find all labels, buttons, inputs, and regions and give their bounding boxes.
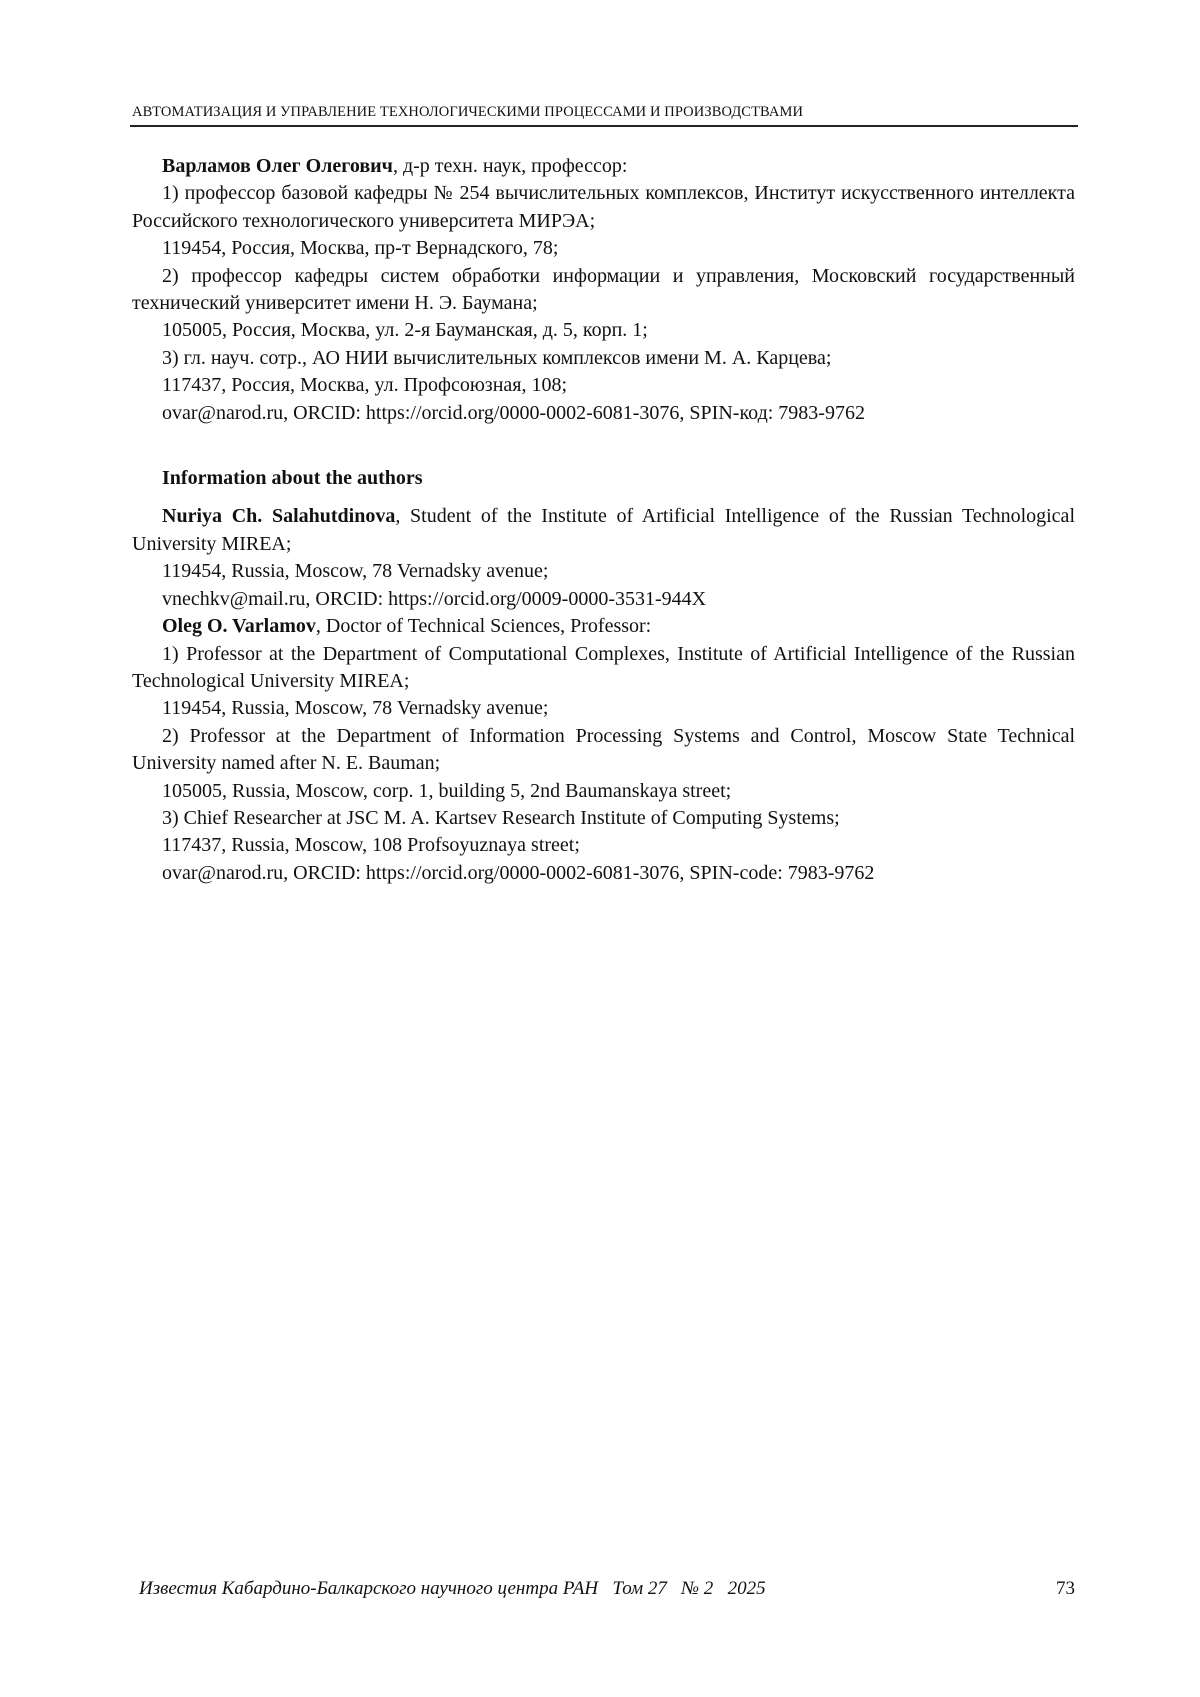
ru-contact-line: ovar@narod.ru, ORCID: https://orcid.org/0000-0002-6081-3076, SPIN-код: 7983-9762 [162, 401, 865, 424]
ru-author-block [132, 153, 1075, 887]
en-author2-heading [132, 613, 1075, 640]
journal-footer [139, 1578, 766, 1600]
en-affiliation-2: 2) Professor at the Department of Information Processing Systems and Control, Moscow State Technical University named after N. E. Bauman; [132, 724, 1075, 775]
page-number: 73 [1056, 1578, 1075, 1599]
en-affiliation-3: 3) Chief Researcher at JSC M. A. Kartsev Research Institute of Computing Systems; [162, 806, 840, 829]
footer-volume: Том 27 [612, 1578, 667, 1599]
en-author1-contact: vnechkv@mail.ru, ORCID: https://orcid.org/0009-0000-3531-944X [162, 587, 707, 610]
en-author1-name: Nuriya Ch. Salahutdinova [162, 505, 396, 528]
en-address-3: 117437, Russia, Moscow, 108 Profsoyuznaya street; [162, 834, 580, 857]
footer-year: 2025 [727, 1578, 766, 1599]
footer-journal-name: Известия Кабардино-Балкарского научного центра РАН [139, 1578, 599, 1599]
en-author2-title: , Doctor of Technical Sciences, Professor: [315, 615, 652, 638]
ru-author-title: , д-р техн. наук, профессор: [392, 155, 628, 177]
en-affiliation-1: 1) Professor at the Department of Computational Complexes, Institute of Artificial Intelligence of the Russian Technological University MIREA; [132, 642, 1075, 692]
en-author1-address: 119454, Russia, Moscow, 78 Vernadsky avenue; [162, 560, 549, 583]
footer-issue: № 2 [681, 1578, 714, 1599]
section-gap [132, 427, 1075, 465]
en-author2-name: Oleg O. Varlamov [162, 615, 316, 638]
en-contact-line: ovar@narod.ru, ORCID: https://orcid.org/0000-0002-6081-3076, SPIN-code: 7983-9762 [162, 861, 875, 884]
ru-affiliation-1: 1) профессор базовой кафедры № 254 вычислительных комплексов, Институт искусственного интеллекта Российского технологического университета МИРЭА; [132, 182, 1075, 232]
ru-author-heading [132, 153, 1075, 180]
ru-address-3: 117437, Россия, Москва, ул. Профсоюзная, 108; [162, 374, 568, 397]
section-title-authors-info: Information about the authors [162, 467, 423, 490]
en-address-2: 105005, Russia, Moscow, corp. 1, building 5, 2nd Baumanskaya street; [162, 779, 732, 802]
header-divider [130, 125, 1078, 127]
running-head-title: АВТОМАТИЗАЦИЯ И УПРАВЛЕНИЕ ТЕХНОЛОГИЧЕСКИМИ ПРОЦЕССАМИ И ПРОИЗВОДСТВАМИ [132, 104, 804, 120]
ru-address-2: 105005, Россия, Москва, ул. 2-я Бауманская, д. 5, корп. 1; [162, 319, 648, 342]
ru-affiliation-2: 2) профессор кафедры систем обработки информации и управления, Московский государственный технический университет имени Н. Э. Баумана; [132, 264, 1075, 315]
en-address-1: 119454, Russia, Moscow, 78 Vernadsky avenue; [162, 697, 549, 720]
ru-author-name: Варламов Олег Олегович [162, 155, 393, 177]
ru-affiliation-3: 3) гл. науч. сотр., АО НИИ вычислительных комплексов имени М. А. Карцева; [162, 346, 832, 369]
title-gap [132, 492, 1075, 503]
ru-address-1: 119454, Россия, Москва, пр-т Вернадского, 78; [162, 237, 559, 260]
en-author1-heading [132, 503, 1075, 558]
en-author1-desc: , Student of the Institute of Artificial Intelligence of the Russian Technological University MIREA; [132, 505, 1075, 555]
